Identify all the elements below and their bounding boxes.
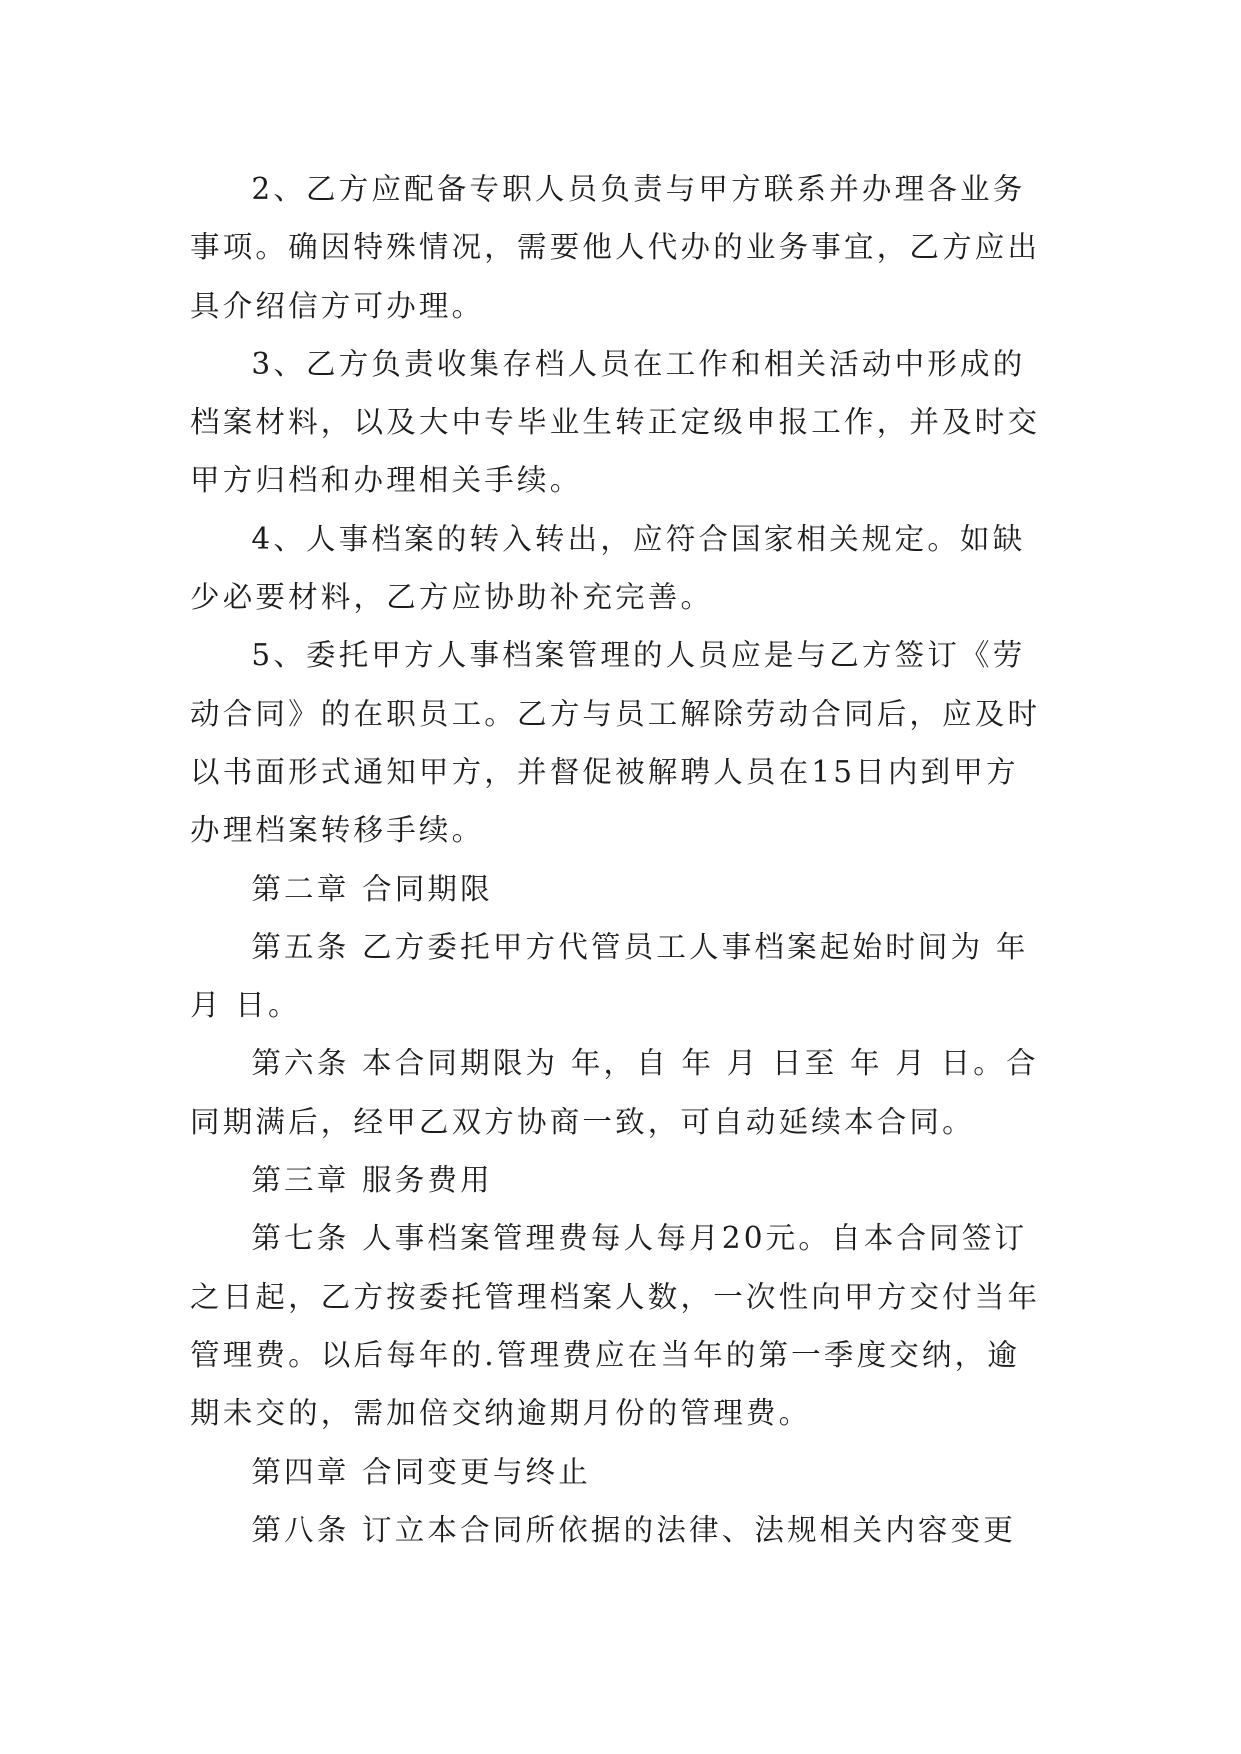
chapter-2-heading: 第二章 合同期限 [251, 871, 493, 906]
article-7: 第七条 人事档案管理费每人每月20元。自本合同签订之日起，乙方按委托管理档案人数，一次性向甲方交付当年管理费。以后每年的.管理费应在当年的第一季度交纳，逾期未交的，需加倍交纳逾期月份的管理费。 [190, 1221, 1041, 1431]
paragraph-item-3: 3、乙方负责收集存档人员在工作和相关活动中形成的档案材料，以及大中专毕业生转正定级申报工作，并及时交甲方归档和办理相关手续。 [190, 346, 1041, 498]
chapter-3-heading: 第三章 服务费用 [251, 1163, 493, 1198]
paragraph-item-5: 5、委托甲方人事档案管理的人员应是与乙方签订《劳动合同》的在职员工。乙方与员工解除劳动合同后，应及时以书面形式通知甲方，并督促被解聘人员在15日内到甲方办理档案转移手续。 [190, 638, 1041, 848]
paragraph-item-4: 4、人事档案的转入转出，应符合国家相关规定。如缺少必要材料，乙方应协助补充完善。 [190, 521, 1026, 615]
article-6: 第六条 本合同期限为 年，自 年 月 日至 年 月 日。合同期满后，经甲乙双方协商一致，可自动延续本合同。 [190, 1046, 1039, 1139]
article-8: 第八条 订立本合同所依据的法律、法规相关内容变更 [251, 1512, 1017, 1547]
article-5: 第五条 乙方委托甲方代管员工人事档案起始时间为 年 月 日。 [190, 929, 1029, 1023]
paragraph-item-2: 2、乙方应配备专职人员负责与甲方联系并办理各业务事项。确因特殊情况，需要他人代办的业务事宜，乙方应出具介绍信方可办理。 [190, 172, 1041, 323]
document-body [190, 160, 1050, 1559]
chapter-4-heading: 第四章 合同变更与终止 [251, 1454, 591, 1489]
